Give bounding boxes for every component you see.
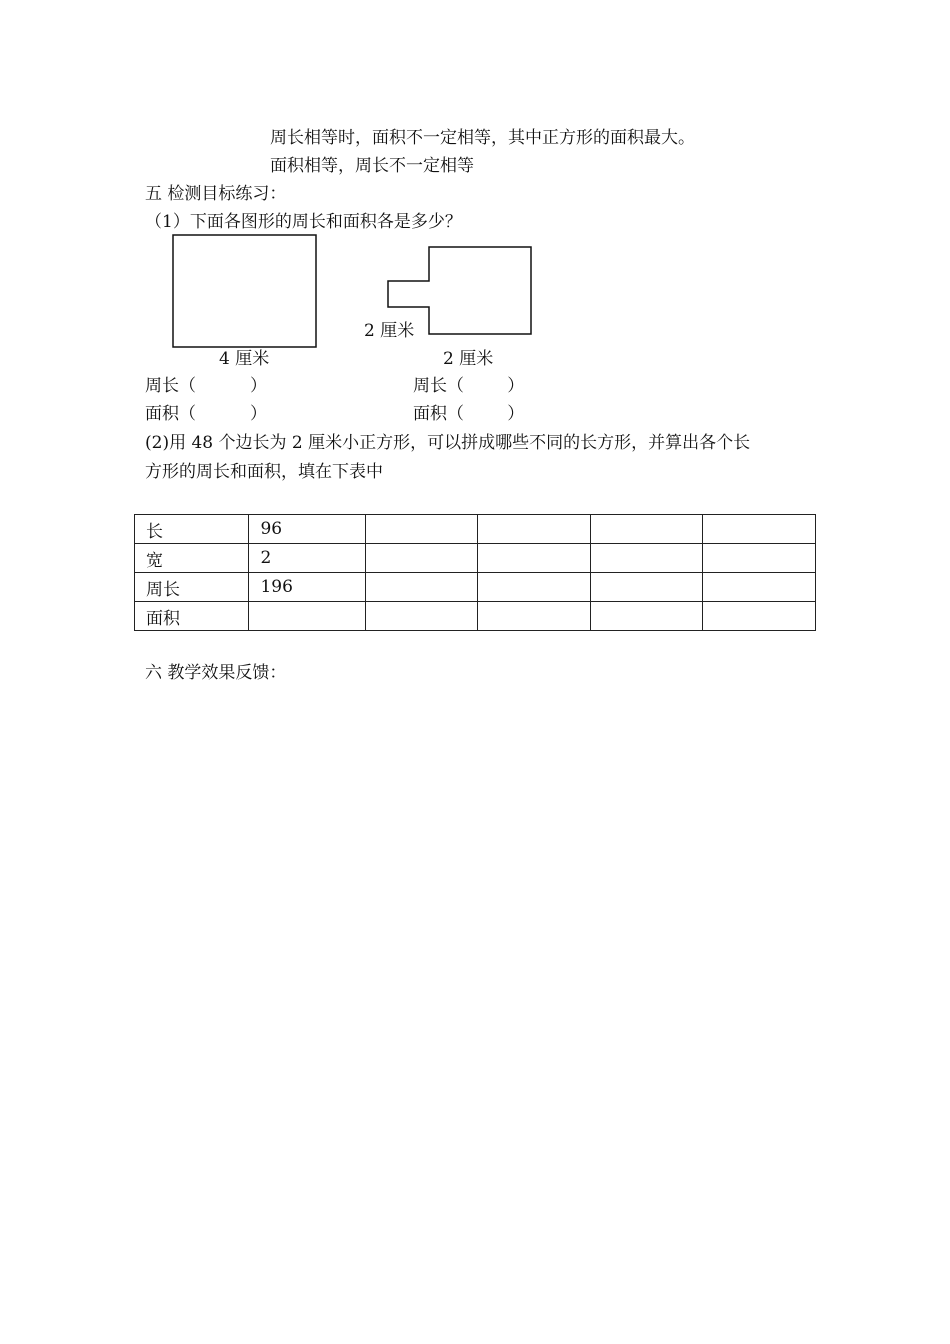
table-cell bbox=[365, 515, 478, 544]
figure-1-bottom-label: 4 厘米 bbox=[219, 349, 270, 369]
table-row-perimeter bbox=[135, 573, 816, 602]
section-5-heading: 五 检测目标练习： bbox=[145, 184, 287, 204]
table-cell bbox=[249, 602, 365, 631]
section-6-heading: 六 教学效果反馈： bbox=[145, 663, 287, 683]
table-cell bbox=[590, 515, 703, 544]
rectangle-figure bbox=[173, 235, 316, 347]
table-cell bbox=[590, 544, 703, 573]
table-cell bbox=[478, 515, 591, 544]
rectangle-table bbox=[134, 514, 816, 631]
table-row-length bbox=[135, 515, 816, 544]
table-cell bbox=[478, 573, 591, 602]
table-row-width bbox=[135, 544, 816, 573]
row-header: 周长 bbox=[135, 573, 249, 602]
figure-2-left-label: 2 厘米 bbox=[364, 321, 415, 341]
row-header: 宽 bbox=[135, 544, 249, 573]
table-cell bbox=[590, 573, 703, 602]
figure-1-perimeter-blank: 周长（ ） bbox=[145, 376, 268, 396]
summary-line-1: 周长相等时，面积不一定相等，其中正方形的面积最大。 bbox=[270, 128, 695, 148]
figure-2-perimeter-blank: 周长（ ） bbox=[413, 376, 525, 396]
table-cell: 2 bbox=[249, 544, 365, 573]
figure-2-bottom-label: 2 厘米 bbox=[443, 349, 494, 369]
table-cell bbox=[703, 544, 816, 573]
table-cell bbox=[365, 544, 478, 573]
row-header: 长 bbox=[135, 515, 249, 544]
figures-canvas bbox=[0, 0, 950, 380]
question-1-prompt: （1）下面各图形的周长和面积各是多少？ bbox=[145, 212, 462, 232]
summary-line-2: 面积相等，周长不一定相等 bbox=[270, 156, 474, 176]
figure-1-area-blank: 面积（ ） bbox=[145, 404, 268, 424]
table-cell bbox=[590, 602, 703, 631]
table-cell bbox=[703, 573, 816, 602]
table-cell bbox=[365, 602, 478, 631]
table-cell bbox=[478, 602, 591, 631]
table-cell bbox=[478, 544, 591, 573]
table-cell bbox=[703, 515, 816, 544]
table-cell: 196 bbox=[249, 573, 365, 602]
row-header: 面积 bbox=[135, 602, 249, 631]
table-cell bbox=[365, 573, 478, 602]
table-cell: 96 bbox=[249, 515, 365, 544]
question-2-prompt-line-1: (2)用 48 个边长为 2 厘米小正方形，可以拼成哪些不同的长方形，并算出各个长 bbox=[145, 433, 751, 453]
figure-2-area-blank: 面积（ ） bbox=[413, 404, 525, 424]
table-cell bbox=[703, 602, 816, 631]
question-2-prompt-line-2: 方形的周长和面积，填在下表中 bbox=[145, 462, 383, 482]
table-row-area bbox=[135, 602, 816, 631]
